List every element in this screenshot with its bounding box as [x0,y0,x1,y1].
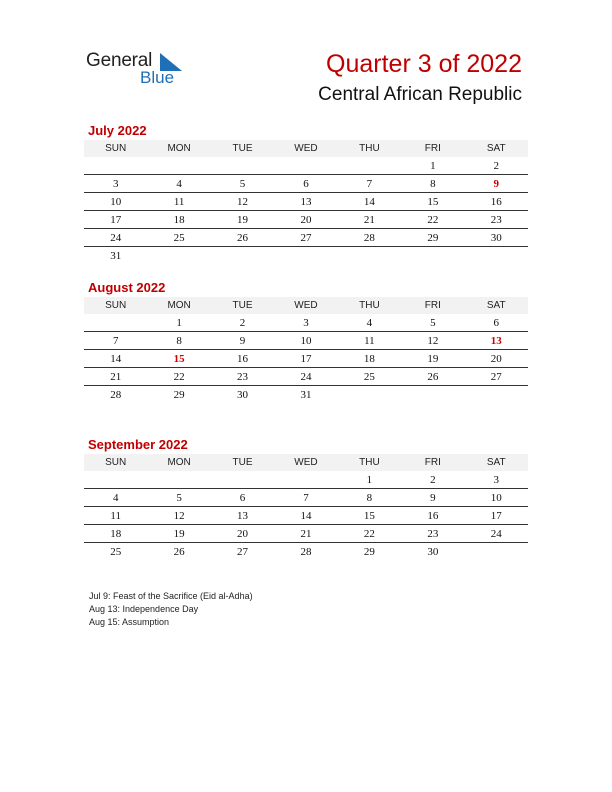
weekday-label: SUN [105,300,127,311]
week-row [84,247,528,264]
weekday-label: FRI [424,300,441,311]
day-cell: 26 [237,231,249,244]
day-cell: 1 [176,316,182,329]
day-cell: 17 [110,213,122,226]
day-cell: 27 [300,231,312,244]
weekday-label: SUN [105,143,127,154]
day-cell: 11 [110,509,121,522]
weekday-header-row [84,140,528,157]
day-cell: 4 [176,177,182,190]
week-row [84,386,528,403]
day-cell: 21 [110,370,122,383]
week-row [84,471,528,489]
day-cell: 27 [237,545,249,558]
weekday-label: SAT [486,457,506,468]
calendar-grid [84,297,528,403]
day-cell: 11 [173,195,185,208]
day-cell: 6 [239,491,246,504]
weekday-label: MON [167,143,191,154]
weekday-label: MON [167,300,191,311]
day-cell: 8 [430,177,436,190]
day-cell: 10 [490,491,502,504]
weekday-label: THU [359,457,380,468]
weekday-label: MON [167,457,191,468]
day-cell: 9 [430,491,436,504]
week-row [84,525,528,543]
holiday-day-cell: 15 [173,352,185,365]
month-august [84,279,528,403]
day-cell: 13 [237,509,249,522]
day-cell: 17 [490,509,502,522]
day-cell: 7 [366,177,373,190]
day-cell: 28 [363,231,375,244]
week-row [84,489,528,507]
day-cell: 5 [430,316,436,329]
weekday-label: TUE [232,457,253,468]
weekday-label: FRI [424,457,441,468]
day-cell: 31 [110,249,122,262]
day-cell: 7 [303,491,309,504]
day-cell: 28 [110,388,122,401]
day-cell: 19 [237,213,249,226]
week-row [84,368,528,386]
day-cell: 9 [239,334,246,347]
week-row [84,507,528,525]
day-cell: 1 [366,473,373,486]
day-cell: 22 [173,370,185,383]
day-cell: 2 [430,473,436,486]
weekday-label: WED [294,457,318,468]
month-september [84,436,528,560]
weekday-header-row [84,454,528,471]
week-row [84,157,528,175]
weekday-label: THU [359,300,380,311]
week-row [84,193,528,211]
day-cell: 10 [300,334,312,347]
day-cell: 8 [176,334,182,347]
day-cell: 12 [237,195,249,208]
country-name: Central African Republic [318,84,522,105]
calendar-grid [84,454,528,560]
day-cell: 18 [110,527,122,540]
day-cell: 20 [490,352,502,365]
month-title: September 2022 [88,437,188,452]
day-cell: 12 [427,334,439,347]
month-july [84,122,528,264]
day-cell: 10 [110,195,122,208]
day-cell: 20 [237,527,249,540]
weekday-header-row [84,297,528,314]
day-cell: 25 [173,231,185,244]
logo-blue-text: Blue [140,68,175,87]
week-row [84,175,528,193]
weekday-label: SAT [486,143,506,154]
day-cell: 18 [363,352,375,365]
holiday-note: Aug 13: Independence Day [89,604,199,614]
day-cell: 5 [239,177,246,190]
day-cell: 6 [493,316,499,329]
day-cell: 3 [112,177,119,190]
logo-general-text: General [86,50,153,71]
holiday-notes [89,590,253,629]
day-cell: 1 [430,159,436,172]
day-cell: 14 [363,195,375,208]
day-cell: 14 [300,509,312,522]
day-cell: 4 [366,316,373,329]
weekday-label: WED [294,143,318,154]
week-row [84,332,528,350]
day-cell: 30 [427,545,439,558]
day-cell: 16 [237,352,249,365]
day-cell: 12 [173,509,185,522]
day-cell: 30 [490,231,502,244]
day-cell: 29 [427,231,439,244]
weekday-label: TUE [232,300,253,311]
day-cell: 19 [173,527,185,540]
day-cell: 29 [363,545,375,558]
day-cell: 18 [173,213,185,226]
day-cell: 6 [303,177,309,190]
day-cell: 24 [300,370,312,383]
week-row [84,211,528,229]
day-cell: 30 [237,388,249,401]
day-cell: 13 [300,195,312,208]
day-cell: 17 [300,352,312,365]
day-cell: 8 [366,491,373,504]
day-cell: 26 [427,370,439,383]
holiday-note: Jul 9: Feast of the Sacrifice (Eid al-Adha) [89,591,253,601]
day-cell: 21 [300,527,312,540]
day-cell: 5 [176,491,182,504]
day-cell: 2 [239,316,246,329]
day-cell: 29 [173,388,185,401]
month-title: August 2022 [88,280,166,295]
day-cell: 19 [427,352,439,365]
day-cell: 15 [363,509,375,522]
holiday-note: Aug 15: Assumption [89,617,170,627]
day-cell: 25 [363,370,375,383]
day-cell: 3 [493,473,499,486]
day-cell: 27 [490,370,502,383]
calendar-grid [84,140,528,264]
day-cell: 26 [173,545,185,558]
day-cell: 11 [364,334,375,347]
day-cell: 4 [112,491,119,504]
day-cell: 20 [300,213,312,226]
day-cell: 22 [427,213,439,226]
day-cell: 24 [110,231,122,244]
day-cell: 24 [490,527,502,540]
holiday-day-cell: 9 [493,177,499,190]
day-cell: 7 [112,334,119,347]
weekday-label: TUE [232,143,253,154]
weekday-label: FRI [424,143,441,154]
holiday-day-cell: 13 [490,334,502,347]
weekday-label: THU [359,143,380,154]
month-title: July 2022 [88,123,147,138]
day-cell: 2 [493,159,499,172]
week-row [84,314,528,332]
day-cell: 16 [490,195,502,208]
weekday-label: SUN [105,457,127,468]
day-cell: 3 [303,316,309,329]
generalblue-logo [86,50,196,90]
week-row [84,543,528,560]
day-cell: 22 [363,527,375,540]
weekday-label: SAT [486,300,506,311]
day-cell: 28 [300,545,312,558]
week-row [84,229,528,247]
day-cell: 21 [363,213,375,226]
day-cell: 23 [490,213,502,226]
day-cell: 15 [427,195,439,208]
day-cell: 23 [237,370,249,383]
week-row [84,350,528,368]
weekday-label: WED [294,300,318,311]
day-cell: 16 [427,509,439,522]
day-cell: 23 [427,527,439,540]
page-title: Quarter 3 of 2022 [326,50,522,78]
day-cell: 14 [110,352,122,365]
day-cell: 25 [110,545,122,558]
day-cell: 31 [300,388,312,401]
